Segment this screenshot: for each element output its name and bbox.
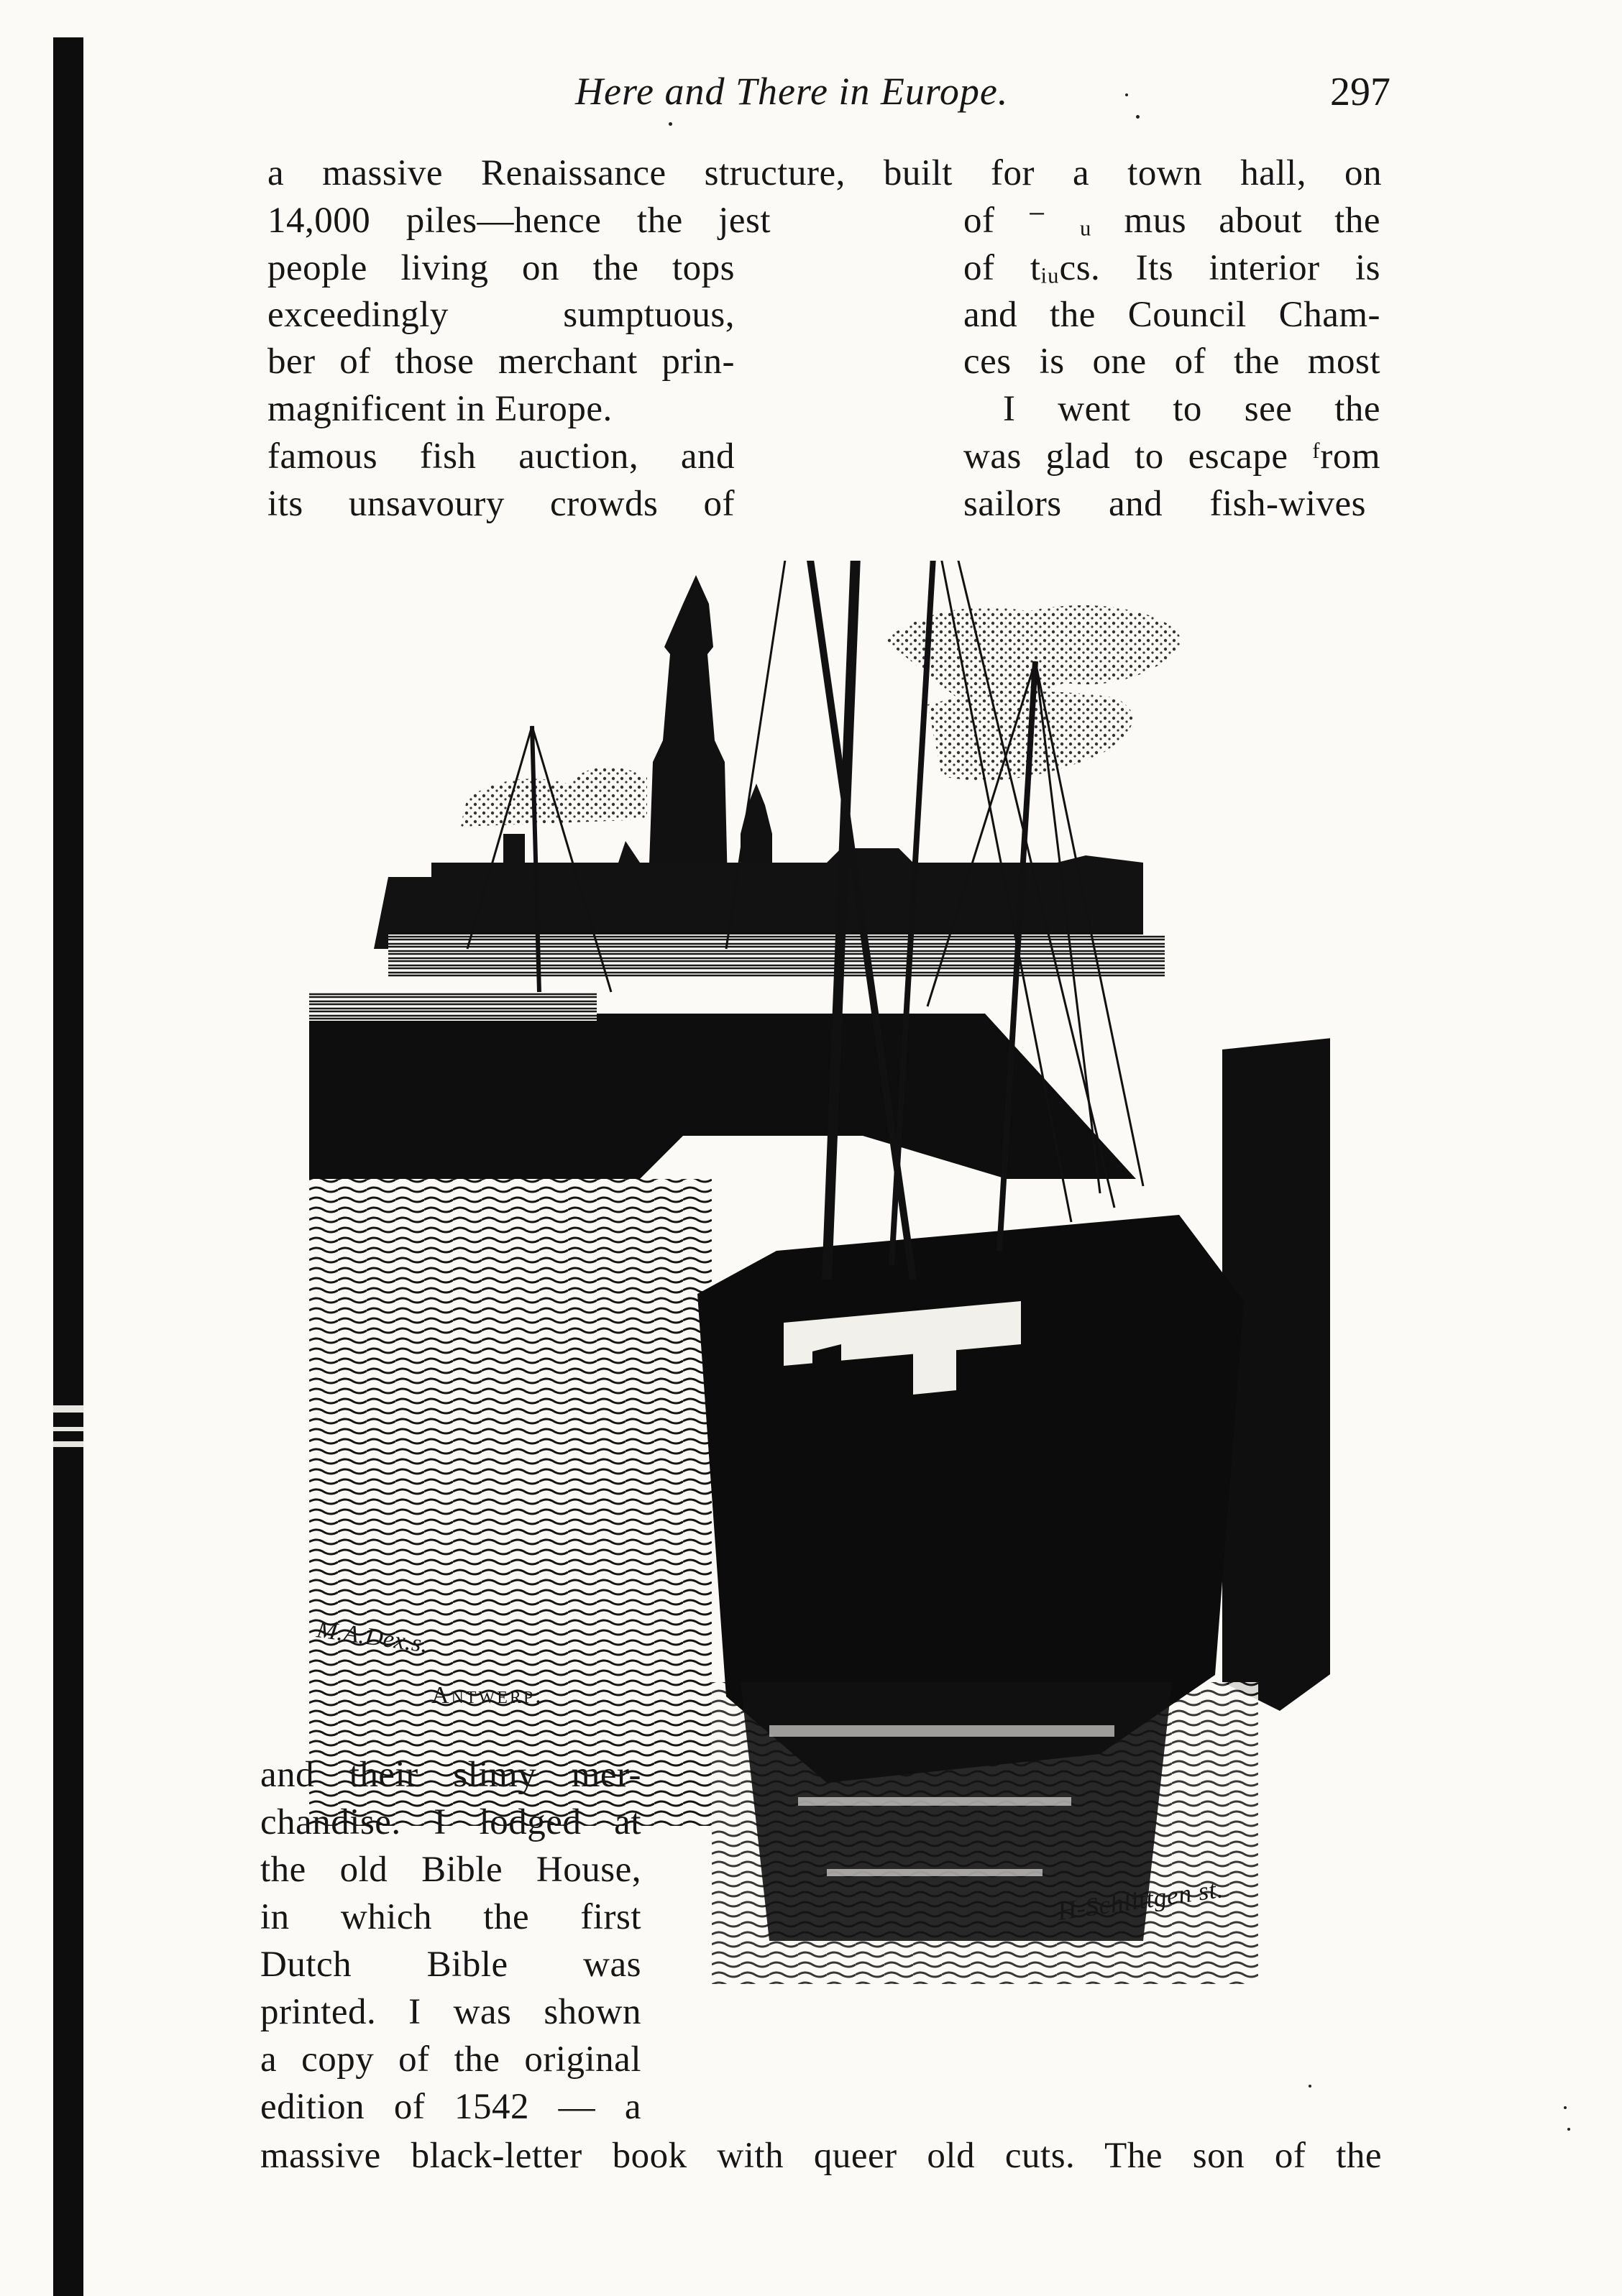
- text-line: ber of those merchant prin-: [267, 341, 735, 382]
- text-line: was glad to escape ᶠrom: [963, 436, 1380, 477]
- text-line: ces is one of the most: [963, 341, 1380, 382]
- text-line: sailors and fish-wives: [963, 484, 1366, 524]
- text-line: chandise. I lodged at: [260, 1802, 641, 1842]
- text-line: of tᵢᵤcs. Its interior is: [963, 248, 1380, 288]
- text-line: magnificent in Europe.: [267, 389, 613, 429]
- text-line: and the Council Cham-: [963, 295, 1380, 335]
- text-line: the old Bible House,: [260, 1850, 641, 1890]
- text-line: famous fish auction, and: [267, 436, 735, 477]
- text-line: I went to see the: [1003, 389, 1380, 429]
- text-line: edition of 1542 — a: [260, 2087, 641, 2127]
- text-line: Dutch Bible was: [260, 1944, 641, 1985]
- binding-gap: [53, 1405, 83, 1413]
- binding-edge: [53, 37, 83, 2296]
- running-title: Here and There in Europe.: [575, 70, 1009, 113]
- binding-gap: [53, 1441, 83, 1447]
- text-line: of ⁻ ᵤ mus about the: [963, 201, 1380, 241]
- print-speck: [1567, 2128, 1570, 2131]
- page-number: 297: [1330, 70, 1390, 114]
- text-line: exceedingly sumptuous,: [267, 295, 735, 335]
- text-line: its unsavoury crowds of: [267, 484, 735, 524]
- print-speck: [1564, 2106, 1567, 2109]
- text-line: massive black-letter book with queer old cuts. The son of the: [260, 2136, 1382, 2176]
- figure-caption: Antwerp.: [431, 1682, 544, 1709]
- text-line: people living on the tops: [267, 248, 735, 288]
- artist-signature-left: M.A.Dex.s.: [315, 1616, 430, 1658]
- artist-signature-right: H-Schlittgen st.: [1055, 1874, 1225, 1926]
- text-line: printed. I was shown: [260, 1992, 641, 2032]
- text-line: in which the first: [260, 1897, 641, 1937]
- print-speck: [1136, 115, 1140, 119]
- text-line: a copy of the original: [260, 2039, 641, 2080]
- binding-gap: [53, 1427, 83, 1431]
- print-speck: [1309, 2085, 1311, 2088]
- text-line: 14,000 piles—hence the jest: [267, 201, 771, 241]
- text-line: a massive Renaissance structure, built for a town hall, on: [267, 153, 1382, 193]
- print-speck: [1125, 93, 1128, 96]
- text-line: and their slimy mer-: [260, 1755, 641, 1795]
- print-speck: [669, 122, 672, 126]
